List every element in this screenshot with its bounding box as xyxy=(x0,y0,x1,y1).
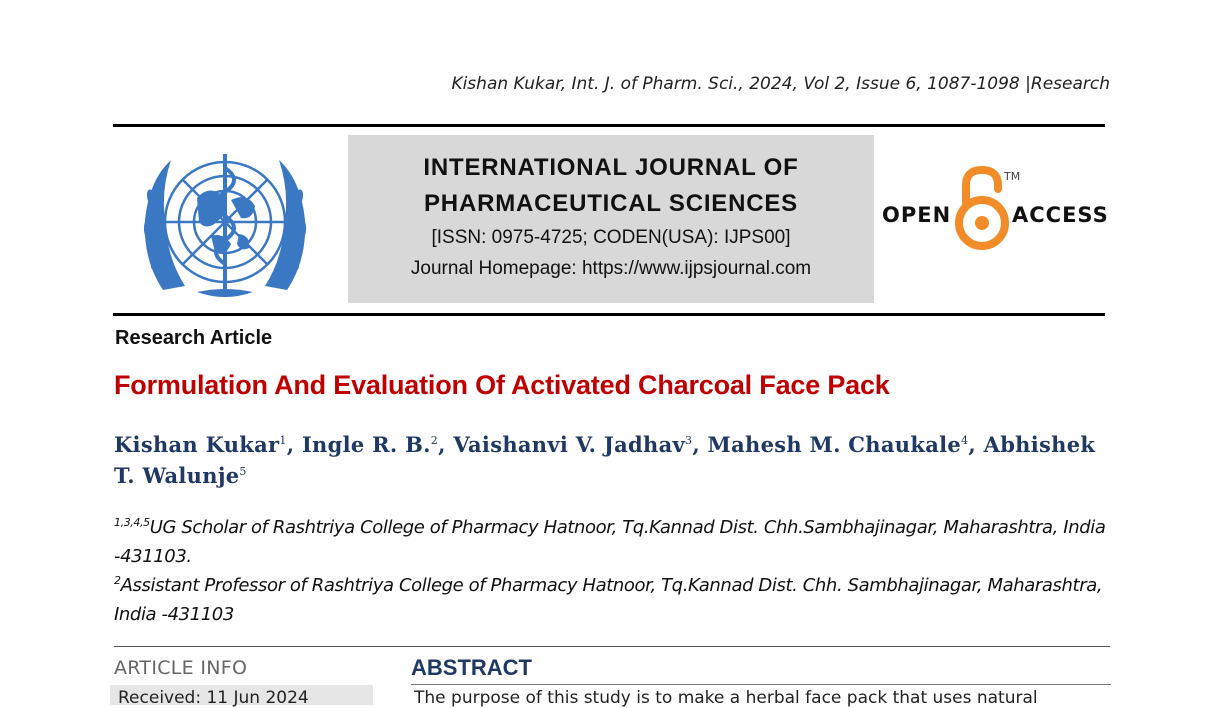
article-title: Formulation And Evaluation Of Activated Charcoal Face Pack xyxy=(114,370,890,400)
author-affil-sup: 5 xyxy=(239,465,247,478)
author-name: Abhishek T. Walunje xyxy=(114,432,1096,488)
author-name: Mahesh M. Chaukale xyxy=(707,432,962,457)
author-separator: , xyxy=(968,432,984,457)
author-name: Ingle R. B. xyxy=(301,432,431,457)
author-separator: , xyxy=(286,432,302,457)
open-access-open-text: OPEN xyxy=(882,203,952,227)
article-type: Research Article xyxy=(115,327,273,349)
open-access-tm: TM xyxy=(1004,170,1021,183)
open-access-access-text: ACCESS xyxy=(1012,203,1109,227)
author-affil-sup: 4 xyxy=(961,434,969,447)
section-divider xyxy=(114,646,1110,647)
running-header: Kishan Kukar, Int. J. of Pharm. Sci., 2024, Vol 2, Issue 6, 1087-1098 |Research xyxy=(451,74,1110,94)
header-rule-top xyxy=(113,124,1105,127)
journal-homepage[interactable]: Journal Homepage: https://www.ijpsjournal.com xyxy=(410,258,812,279)
author-separator: , xyxy=(692,432,708,457)
affiliation-text: UG Scholar of Rashtriya College of Pharmacy Hatnoor, Tq.Kannad Dist. Chh.Sambhajinagar, Maharashtra, India -431103. xyxy=(114,517,1106,567)
abstract-rule xyxy=(411,684,1111,685)
affiliation-sup: 2 xyxy=(114,574,121,587)
journal-title-line1: INTERNATIONAL JOURNAL OF xyxy=(423,154,799,181)
article-info-heading: ARTICLE INFO xyxy=(114,657,248,679)
journal-issn: [ISSN: 0975-4725; CODEN(USA): IJPS00] xyxy=(431,227,791,248)
abstract-text: The purpose of this study is to make a herbal face pack that uses natural xyxy=(414,688,1038,708)
author-name: Kishan Kukar xyxy=(114,432,280,457)
author-list xyxy=(114,429,1114,491)
open-access-logo xyxy=(880,165,1110,255)
author-separator: , xyxy=(438,432,454,457)
header-rule-bottom xyxy=(113,313,1105,316)
journal-banner xyxy=(348,135,874,303)
author-affil-sup: 1 xyxy=(279,434,287,447)
abstract-heading: ABSTRACT xyxy=(411,655,532,680)
affiliation-text: Assistant Professor of Rashtriya College of Pharmacy Hatnoor, Tq.Kannad Dist. Chh. Sambhajinagar, Maharashtra, India -431103 xyxy=(114,575,1103,625)
affiliation-1 xyxy=(114,513,1114,571)
open-lock-icon xyxy=(954,165,1010,251)
author-name: Vaishanvi V. Jadhav xyxy=(453,432,685,457)
affiliation-2 xyxy=(114,571,1114,629)
author-affil-sup: 3 xyxy=(685,434,693,447)
author-affil-sup: 2 xyxy=(430,434,439,447)
journal-emblem-logo xyxy=(127,140,323,306)
journal-title-line2: PHARMACEUTICAL SCIENCES xyxy=(424,190,798,217)
affiliation-sup: 1,3,4,5 xyxy=(114,516,150,529)
received-date: Received: 11 Jun 2024 xyxy=(110,685,373,705)
